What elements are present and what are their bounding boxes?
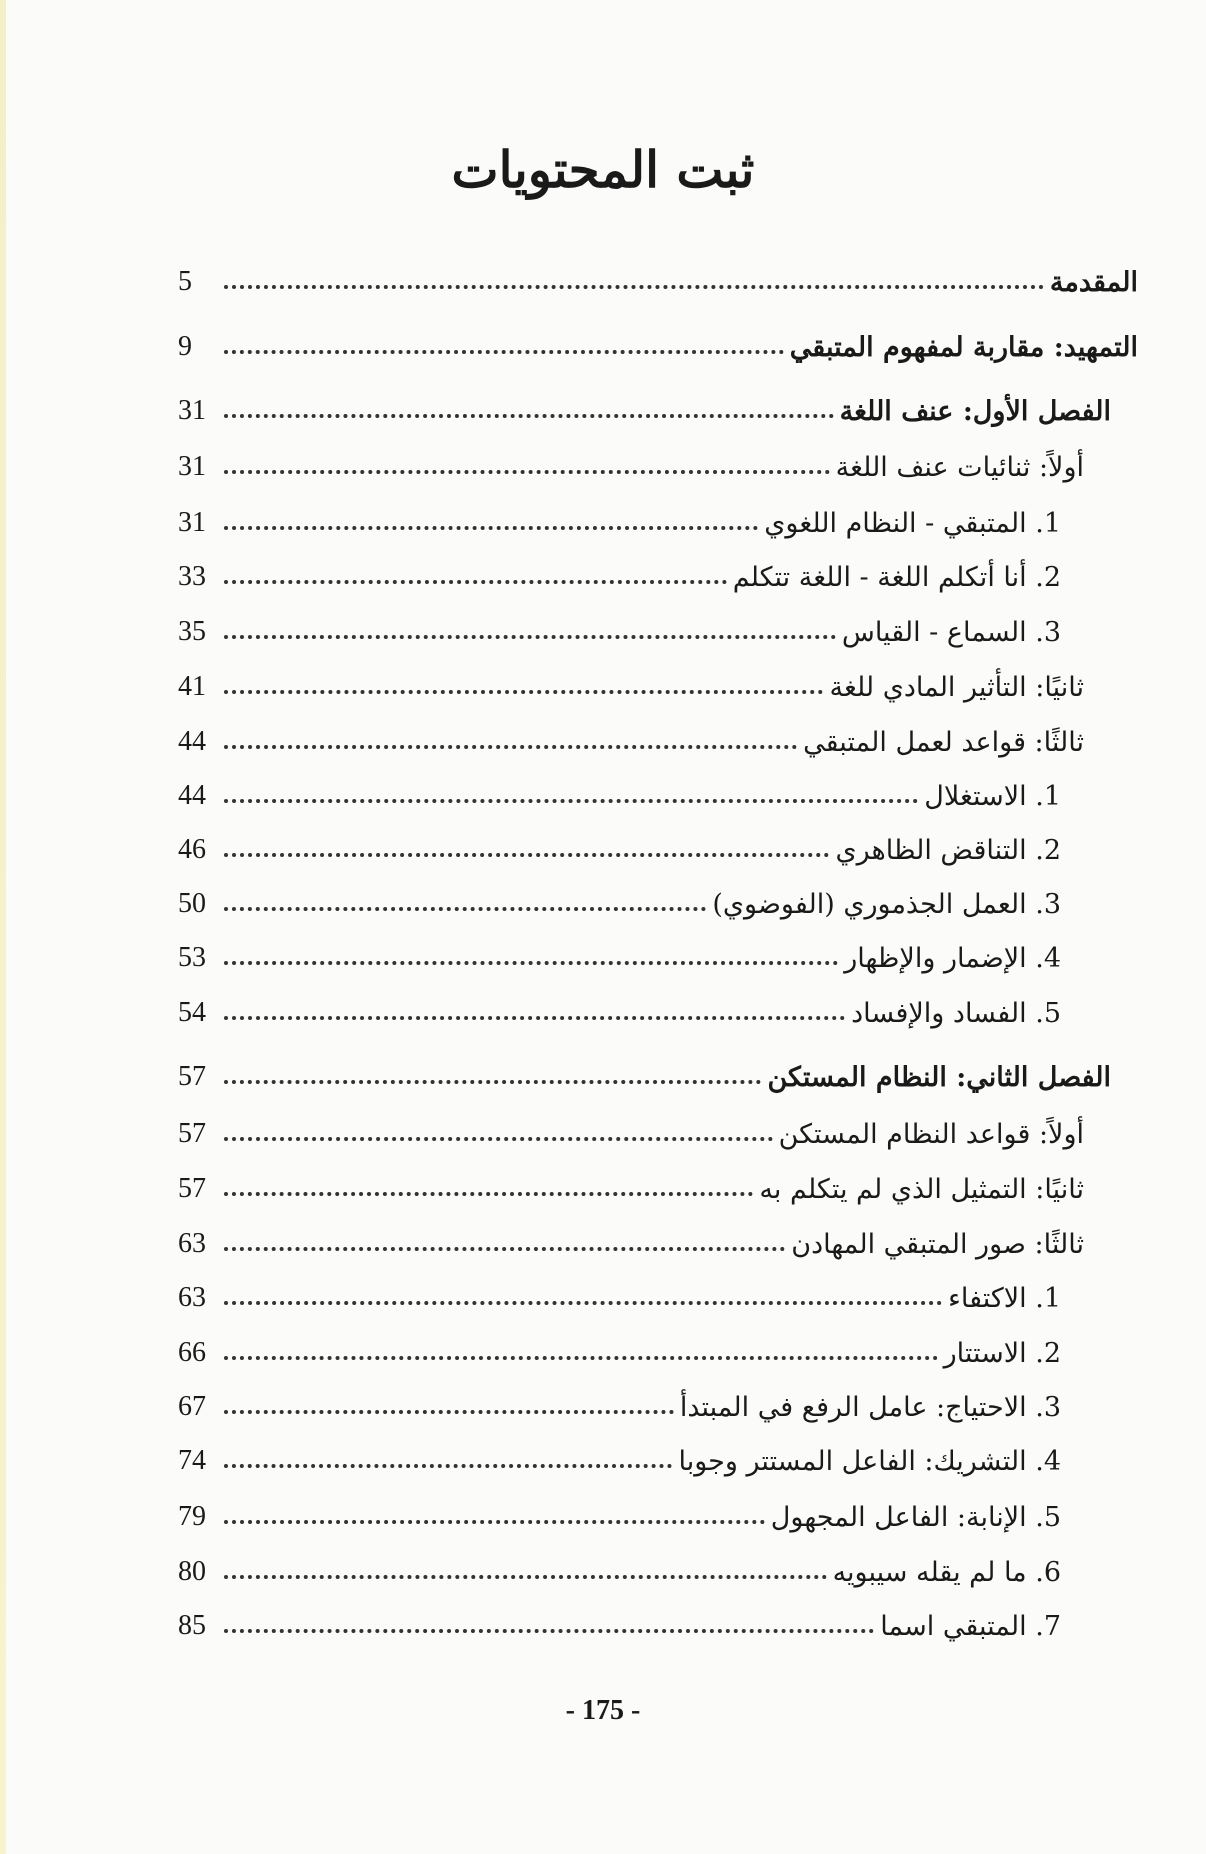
- toc-entry-label: 7. المتبقي اسما: [880, 1611, 1061, 1642]
- dot-leader: [224, 1016, 845, 1020]
- dot-leader: [224, 580, 727, 584]
- toc-entry: [178, 822, 1061, 866]
- toc-entry-page: 9: [178, 331, 192, 362]
- toc-entry-page: 57: [178, 1061, 206, 1092]
- dot-leader: [224, 745, 797, 749]
- toc-entry: [178, 439, 1084, 483]
- toc-entry-label: 3. العمل الجذموري (الفوضوي): [712, 889, 1061, 920]
- toc-entry-page: 57: [178, 1173, 206, 1204]
- toc-entry-page: 5: [178, 266, 192, 297]
- dot-leader: [224, 414, 834, 418]
- page-edge: [0, 0, 6, 1854]
- dot-leader: [224, 907, 706, 911]
- toc-entry-label: 3. السماع - القياس: [841, 617, 1061, 648]
- toc-entry-page: 33: [178, 561, 206, 592]
- dot-leader: [224, 1137, 773, 1141]
- dot-leader: [224, 690, 823, 694]
- page-title: ثبت المحتويات: [451, 140, 755, 199]
- toc-entry: [178, 985, 1061, 1029]
- toc-entry-page: 41: [178, 671, 206, 702]
- toc-entry: [178, 254, 1138, 298]
- toc-entry-label: 2. التناقض الظاهري: [835, 835, 1061, 866]
- toc-entry: [178, 1049, 1111, 1093]
- toc-entry-label: 5. الفساد والإفساد: [851, 998, 1061, 1029]
- toc-entry-page: 63: [178, 1282, 206, 1313]
- dot-leader: [224, 285, 1044, 289]
- dot-leader: [224, 1356, 938, 1360]
- toc-entry: [178, 930, 1061, 974]
- dot-leader: [224, 1464, 672, 1468]
- toc-entry-label: 2. الاستتار: [943, 1338, 1061, 1369]
- toc-entry-label: المقدمة: [1049, 267, 1138, 298]
- dot-leader: [224, 526, 758, 530]
- toc-entry: [178, 876, 1061, 920]
- dot-leader: [224, 1629, 874, 1633]
- toc-entry-label: 3. الاحتياج: عامل الرفع في المبتدأ: [679, 1392, 1061, 1423]
- toc-entry-label: 4. التشريك: الفاعل المستتر وجوبا: [678, 1446, 1061, 1477]
- toc-entry-page: 57: [178, 1118, 206, 1149]
- toc-entry-label: ثالثًا: قواعد لعمل المتبقي: [803, 727, 1084, 758]
- dot-leader: [224, 961, 838, 965]
- toc-entry-label: ثانيًا: التمثيل الذي لم يتكلم به: [759, 1174, 1084, 1205]
- toc-entry-page: 31: [178, 395, 206, 426]
- toc-entry-label: ثانيًا: التأثير المادي للغة: [829, 672, 1084, 703]
- dot-leader: [224, 799, 918, 803]
- dot-leader: [224, 1301, 942, 1305]
- toc-entry-page: 44: [178, 726, 206, 757]
- toc-entry: [178, 1544, 1061, 1588]
- toc-entry: [178, 1325, 1061, 1369]
- dot-leader: [224, 853, 829, 857]
- toc-entry: [178, 1161, 1084, 1205]
- toc-entry-page: 46: [178, 834, 206, 865]
- toc-entry-page: 31: [178, 451, 206, 482]
- toc-entry-page: 80: [178, 1556, 206, 1587]
- toc-entry-label: أولاً: قواعد النظام المستكن: [778, 1119, 1084, 1150]
- toc-entry-label: 4. الإضمار والإظهار: [844, 943, 1061, 974]
- toc-entry-label: ثالثًا: صور المتبقي المهادن: [791, 1229, 1084, 1260]
- toc-entry-page: 31: [178, 507, 206, 538]
- toc-entry: [178, 1598, 1061, 1642]
- toc-entry: [178, 1379, 1061, 1423]
- toc-entry-page: 85: [178, 1610, 206, 1641]
- toc-entry: [178, 1270, 1061, 1314]
- toc-entry: [178, 1106, 1084, 1150]
- toc-entry-label: 2. أنا أتكلم اللغة - اللغة تتكلم: [732, 562, 1061, 593]
- toc-entry-label: التمهيد: مقاربة لمفهوم المتبقي: [789, 332, 1138, 363]
- toc-entry-page: 67: [178, 1391, 206, 1422]
- dot-leader: [224, 1080, 761, 1084]
- toc-entry: [178, 768, 1061, 812]
- toc-entry: [178, 495, 1061, 539]
- toc-entry: [178, 549, 1061, 593]
- toc-entry-page: 53: [178, 942, 206, 973]
- dot-leader: [224, 1520, 765, 1524]
- toc-entry: [178, 604, 1061, 648]
- toc-entry-label: الفصل الأول: عنف اللغة: [839, 396, 1111, 427]
- toc-entry-label: الفصل الثاني: النظام المستكن: [767, 1062, 1111, 1093]
- toc-entry: [178, 1433, 1061, 1477]
- toc-entry: [178, 319, 1138, 363]
- toc-entry-page: 54: [178, 997, 206, 1028]
- toc-entry-label: 6. ما لم يقله سيبويه: [832, 1557, 1061, 1588]
- dot-leader: [224, 1247, 785, 1251]
- toc-entry-label: 1. المتبقي - النظام اللغوي: [764, 508, 1061, 539]
- toc-entry-label: أولاً: ثنائيات عنف اللغة: [835, 452, 1084, 483]
- toc-entry-page: 63: [178, 1228, 206, 1259]
- toc-entry-label: 1. الاستغلال: [924, 781, 1061, 812]
- dot-leader: [224, 635, 836, 639]
- toc-entry: [178, 1216, 1084, 1260]
- toc-entry-page: 74: [178, 1445, 206, 1476]
- toc-entry: [178, 1489, 1061, 1533]
- toc-entry-label: 5. الإنابة: الفاعل المجهول: [770, 1502, 1061, 1533]
- toc-entry-label: 1. الاكتفاء: [948, 1283, 1061, 1314]
- dot-leader: [224, 1192, 753, 1196]
- toc-entry-page: 50: [178, 888, 206, 919]
- page-number: - 175 -: [565, 1695, 641, 1726]
- toc-entry-page: 44: [178, 780, 206, 811]
- dot-leader: [224, 470, 830, 474]
- dot-leader: [224, 1575, 827, 1579]
- toc-entry-page: 66: [178, 1337, 206, 1368]
- toc-entry: [178, 714, 1084, 758]
- dot-leader: [224, 350, 784, 354]
- toc-entry: [178, 659, 1084, 703]
- toc-entry-page: 79: [178, 1501, 206, 1532]
- dot-leader: [224, 1410, 674, 1414]
- toc-entry: [178, 383, 1111, 427]
- toc-entry-page: 35: [178, 616, 206, 647]
